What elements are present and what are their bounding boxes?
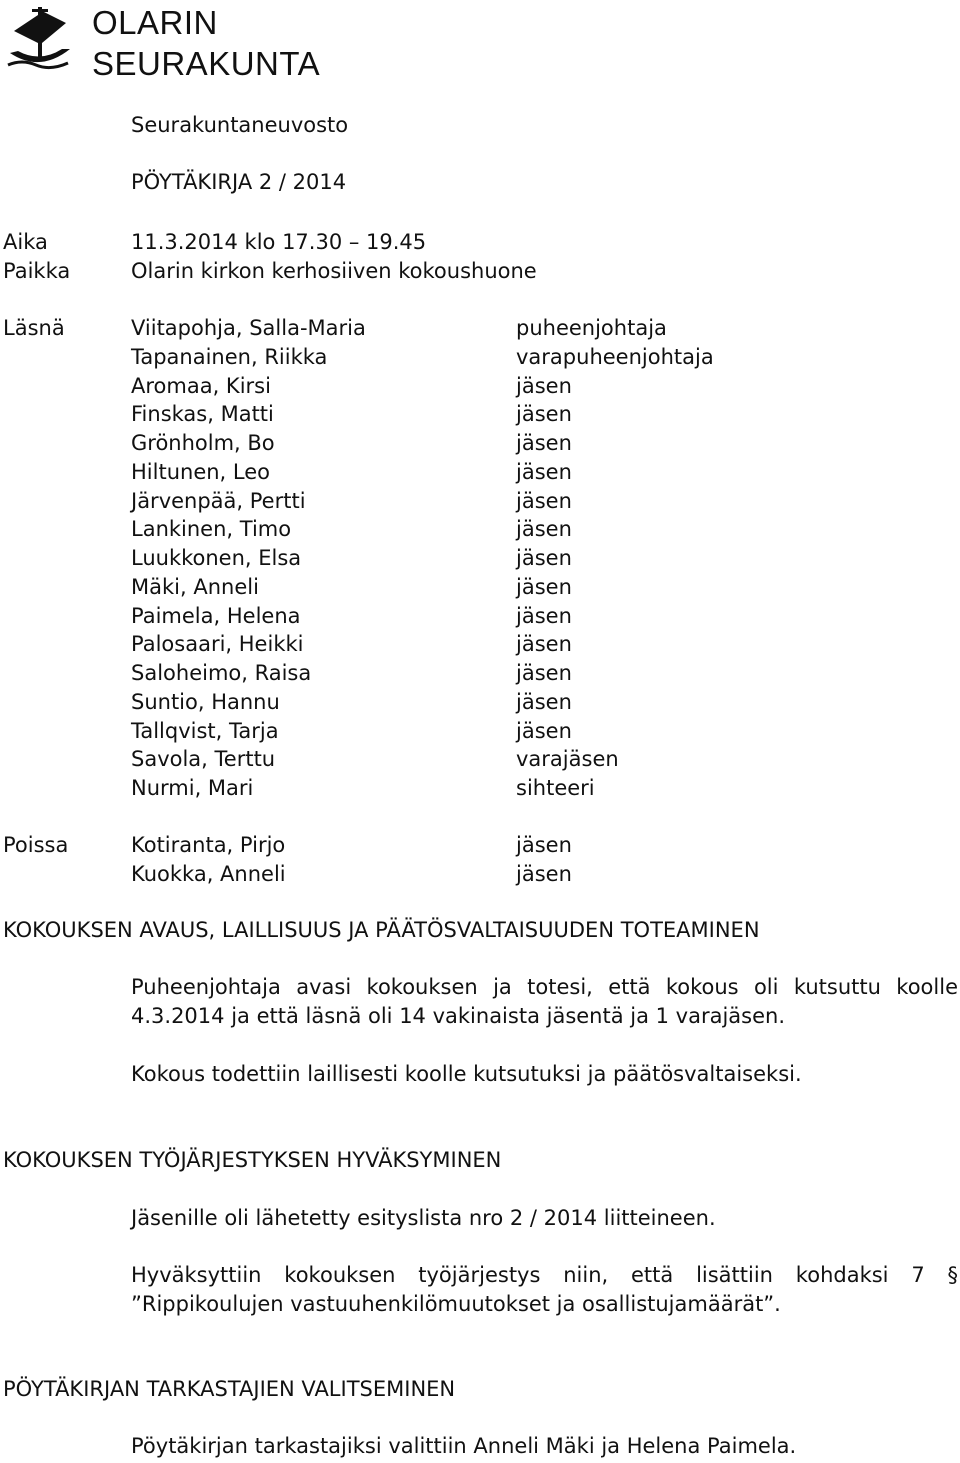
meta-row-place — [0, 259, 960, 287]
org-name-line-1: OLARIN — [92, 4, 218, 41]
person-name: Mäki, Anneli — [131, 574, 259, 599]
group-label: Läsnä — [3, 316, 65, 340]
person-name: Paimela, Helena — [131, 603, 301, 628]
roster-row — [0, 575, 960, 603]
roster-row — [0, 833, 960, 861]
roster-row — [0, 345, 960, 373]
person-role: jäsen — [516, 431, 572, 455]
person-role: varajäsen — [516, 747, 619, 772]
person-name: Lankinen, Timo — [131, 517, 292, 542]
person-name: Viitapohja, Salla-Maria — [131, 316, 366, 340]
person-name: Saloheimo, Raisa — [131, 661, 312, 685]
paragraph: Pöytäkirjan tarkastajiksi valittiin Anneli Mäki ja Helena Paimela. — [131, 1434, 797, 1458]
roster-row — [0, 374, 960, 402]
person-role: jäsen — [516, 402, 572, 427]
person-role: jäsen — [516, 861, 572, 886]
person-role: jäsen — [516, 661, 572, 685]
roster-row — [0, 747, 960, 775]
document-title: PÖYTÄKIRJA 2 / 2014 — [131, 170, 347, 194]
roster-row — [0, 690, 960, 718]
person-name: Tapanainen, Riikka — [131, 344, 328, 369]
person-role: jäsen — [516, 459, 572, 484]
person-role: jäsen — [516, 373, 572, 398]
person-name: Hiltunen, Leo — [131, 459, 270, 484]
person-name: Finskas, Matti — [131, 402, 274, 427]
ship-icon — [4, 3, 76, 75]
roster-row — [0, 776, 960, 804]
group-label: Poissa — [3, 833, 69, 857]
roster-row — [0, 604, 960, 632]
roster-row — [0, 862, 960, 890]
paragraph: Kokous todettiin laillisesti koolle kutsutuksi ja päätösvaltaiseksi. — [131, 1062, 802, 1086]
section-heading: KOKOUKSEN AVAUS, LAILLISUUS JA PÄÄTÖSVALTAISUUDEN TOTEAMINEN — [3, 918, 760, 942]
person-name: Tallqvist, Tarja — [131, 718, 279, 743]
person-name: Palosaari, Heikki — [131, 632, 304, 657]
person-name: Kotiranta, Pirjo — [131, 833, 286, 857]
roster-row — [0, 402, 960, 430]
roster-row — [0, 431, 960, 459]
roster-row — [0, 460, 960, 488]
person-role: jäsen — [516, 517, 572, 542]
person-name: Suntio, Hannu — [131, 689, 280, 714]
meta-label: Aika — [3, 230, 48, 254]
section-heading: PÖYTÄKIRJAN TARKASTAJIEN VALITSEMINEN — [3, 1377, 456, 1401]
paragraph: Hyväksyttiin kokouksen työjärjestys niin, että lisättiin kohdaksi 7 § ”Rippikoulujen vastuuhenkilömuutokset ja osallistujamäärät”. — [131, 1263, 958, 1316]
person-role: jäsen — [516, 603, 572, 628]
meta-label: Paikka — [3, 259, 71, 283]
person-role: sihteeri — [516, 776, 595, 800]
person-role: jäsen — [516, 632, 572, 657]
person-name: Järvenpää, Pertti — [131, 488, 306, 513]
person-role: varapuheenjohtaja — [516, 344, 714, 369]
person-name: Luukkonen, Elsa — [131, 546, 302, 570]
person-role: jäsen — [516, 546, 572, 570]
paragraph: Jäsenille oli lähetetty esityslista nro 2 / 2014 liitteineen. — [131, 1206, 716, 1230]
person-role: jäsen — [516, 833, 572, 857]
person-name: Savola, Terttu — [131, 747, 276, 772]
person-role: jäsen — [516, 488, 572, 513]
roster-row — [0, 632, 960, 660]
person-name: Aromaa, Kirsi — [131, 373, 271, 398]
person-role: jäsen — [516, 689, 572, 714]
person-name: Grönholm, Bo — [131, 431, 275, 455]
roster-row — [0, 517, 960, 545]
roster-row — [0, 316, 960, 344]
person-role: jäsen — [516, 574, 572, 599]
person-name: Nurmi, Mari — [131, 776, 254, 800]
roster-row — [0, 489, 960, 517]
meta-value: Olarin kirkon kerhosiiven kokoushuone — [131, 259, 537, 283]
person-role: jäsen — [516, 718, 572, 743]
section-heading: KOKOUKSEN TYÖJÄRJESTYKSEN HYVÄKSYMINEN — [3, 1148, 502, 1172]
meta-value: 11.3.2014 klo 17.30 – 19.45 — [131, 230, 427, 254]
roster-row — [0, 661, 960, 689]
body-name: Seurakuntaneuvosto — [131, 113, 349, 137]
meta-row-time — [0, 230, 960, 258]
person-role: puheenjohtaja — [516, 316, 667, 340]
org-name-line-2: SEURAKUNTA — [92, 45, 321, 82]
roster-row — [0, 719, 960, 747]
person-name: Kuokka, Anneli — [131, 861, 286, 886]
roster-row — [0, 546, 960, 574]
paragraph: Puheenjohtaja avasi kokouksen ja totesi, että kokous oli kutsuttu koolle 4.3.2014 ja että läsnä oli 14 vakinaista jäsentä ja 1 varajäsen. — [131, 975, 958, 1028]
